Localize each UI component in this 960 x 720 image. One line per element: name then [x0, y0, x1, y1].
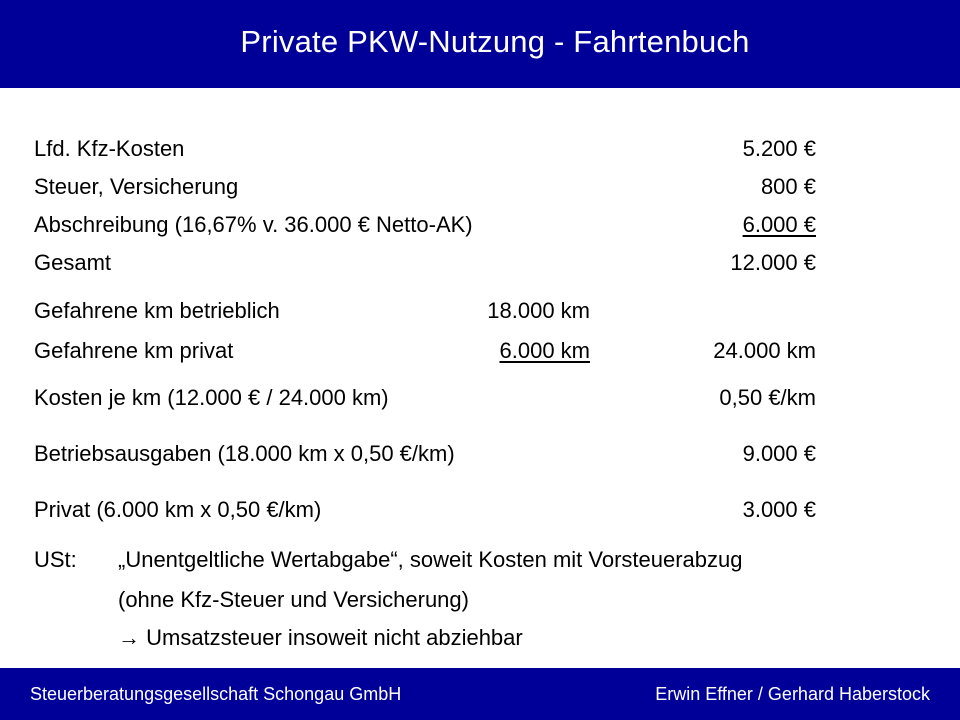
vat-line-2: (ohne Kfz-Steuer und Versicherung) [118, 587, 469, 612]
km-total-value: 24.000 km [713, 338, 816, 363]
per-km-value: 0,50 €/km [719, 385, 816, 410]
vat-line-3: → Umsatzsteuer insoweit nicht abziehbar [118, 625, 523, 650]
footer-authors: Erwin Effner / Gerhard Haberstock [655, 684, 930, 704]
per-km-label: Kosten je km (12.000 € / 24.000 km) [34, 385, 389, 410]
cost-label-tax-insurance: Steuer, Versicherung [34, 174, 239, 199]
cost-amount-tax-insurance: 800 € [760, 174, 816, 199]
slide-title: Private PKW-Nutzung - Fahrtenbuch [240, 24, 750, 59]
cost-label-running: Lfd. Kfz-Kosten [34, 136, 185, 161]
cost-amount-depreciation: 6.000 € [742, 212, 816, 237]
km-private-label: Gefahrene km privat [34, 338, 234, 363]
km-business-label: Gefahrene km betrieblich [34, 298, 280, 323]
business-expenses-value: 9.000 € [742, 441, 816, 466]
business-expenses-label: Betriebsausgaben (18.000 km x 0,50 €/km) [34, 441, 455, 466]
cost-amount-total: 12.000 € [730, 250, 816, 275]
cost-amount-running: 5.200 € [742, 136, 816, 161]
km-business-value: 18.000 km [487, 298, 590, 323]
footer-company: Steuerberatungsgesellschaft Schongau GmbH [30, 684, 402, 704]
vat-label: USt: [34, 547, 77, 572]
km-private-value: 6.000 km [499, 338, 590, 363]
cost-label-total: Gesamt [34, 250, 112, 275]
private-share-value: 3.000 € [742, 497, 816, 522]
private-share-label: Privat (6.000 km x 0,50 €/km) [34, 497, 322, 522]
vat-line-1: „Unentgeltliche Wertabgabe“, soweit Kosten mit Vorsteuerabzug [118, 547, 743, 572]
title-bar [0, 0, 960, 88]
cost-label-depreciation: Abschreibung (16,67% v. 36.000 € Netto-AK) [34, 212, 473, 237]
footer-bar [0, 668, 960, 720]
